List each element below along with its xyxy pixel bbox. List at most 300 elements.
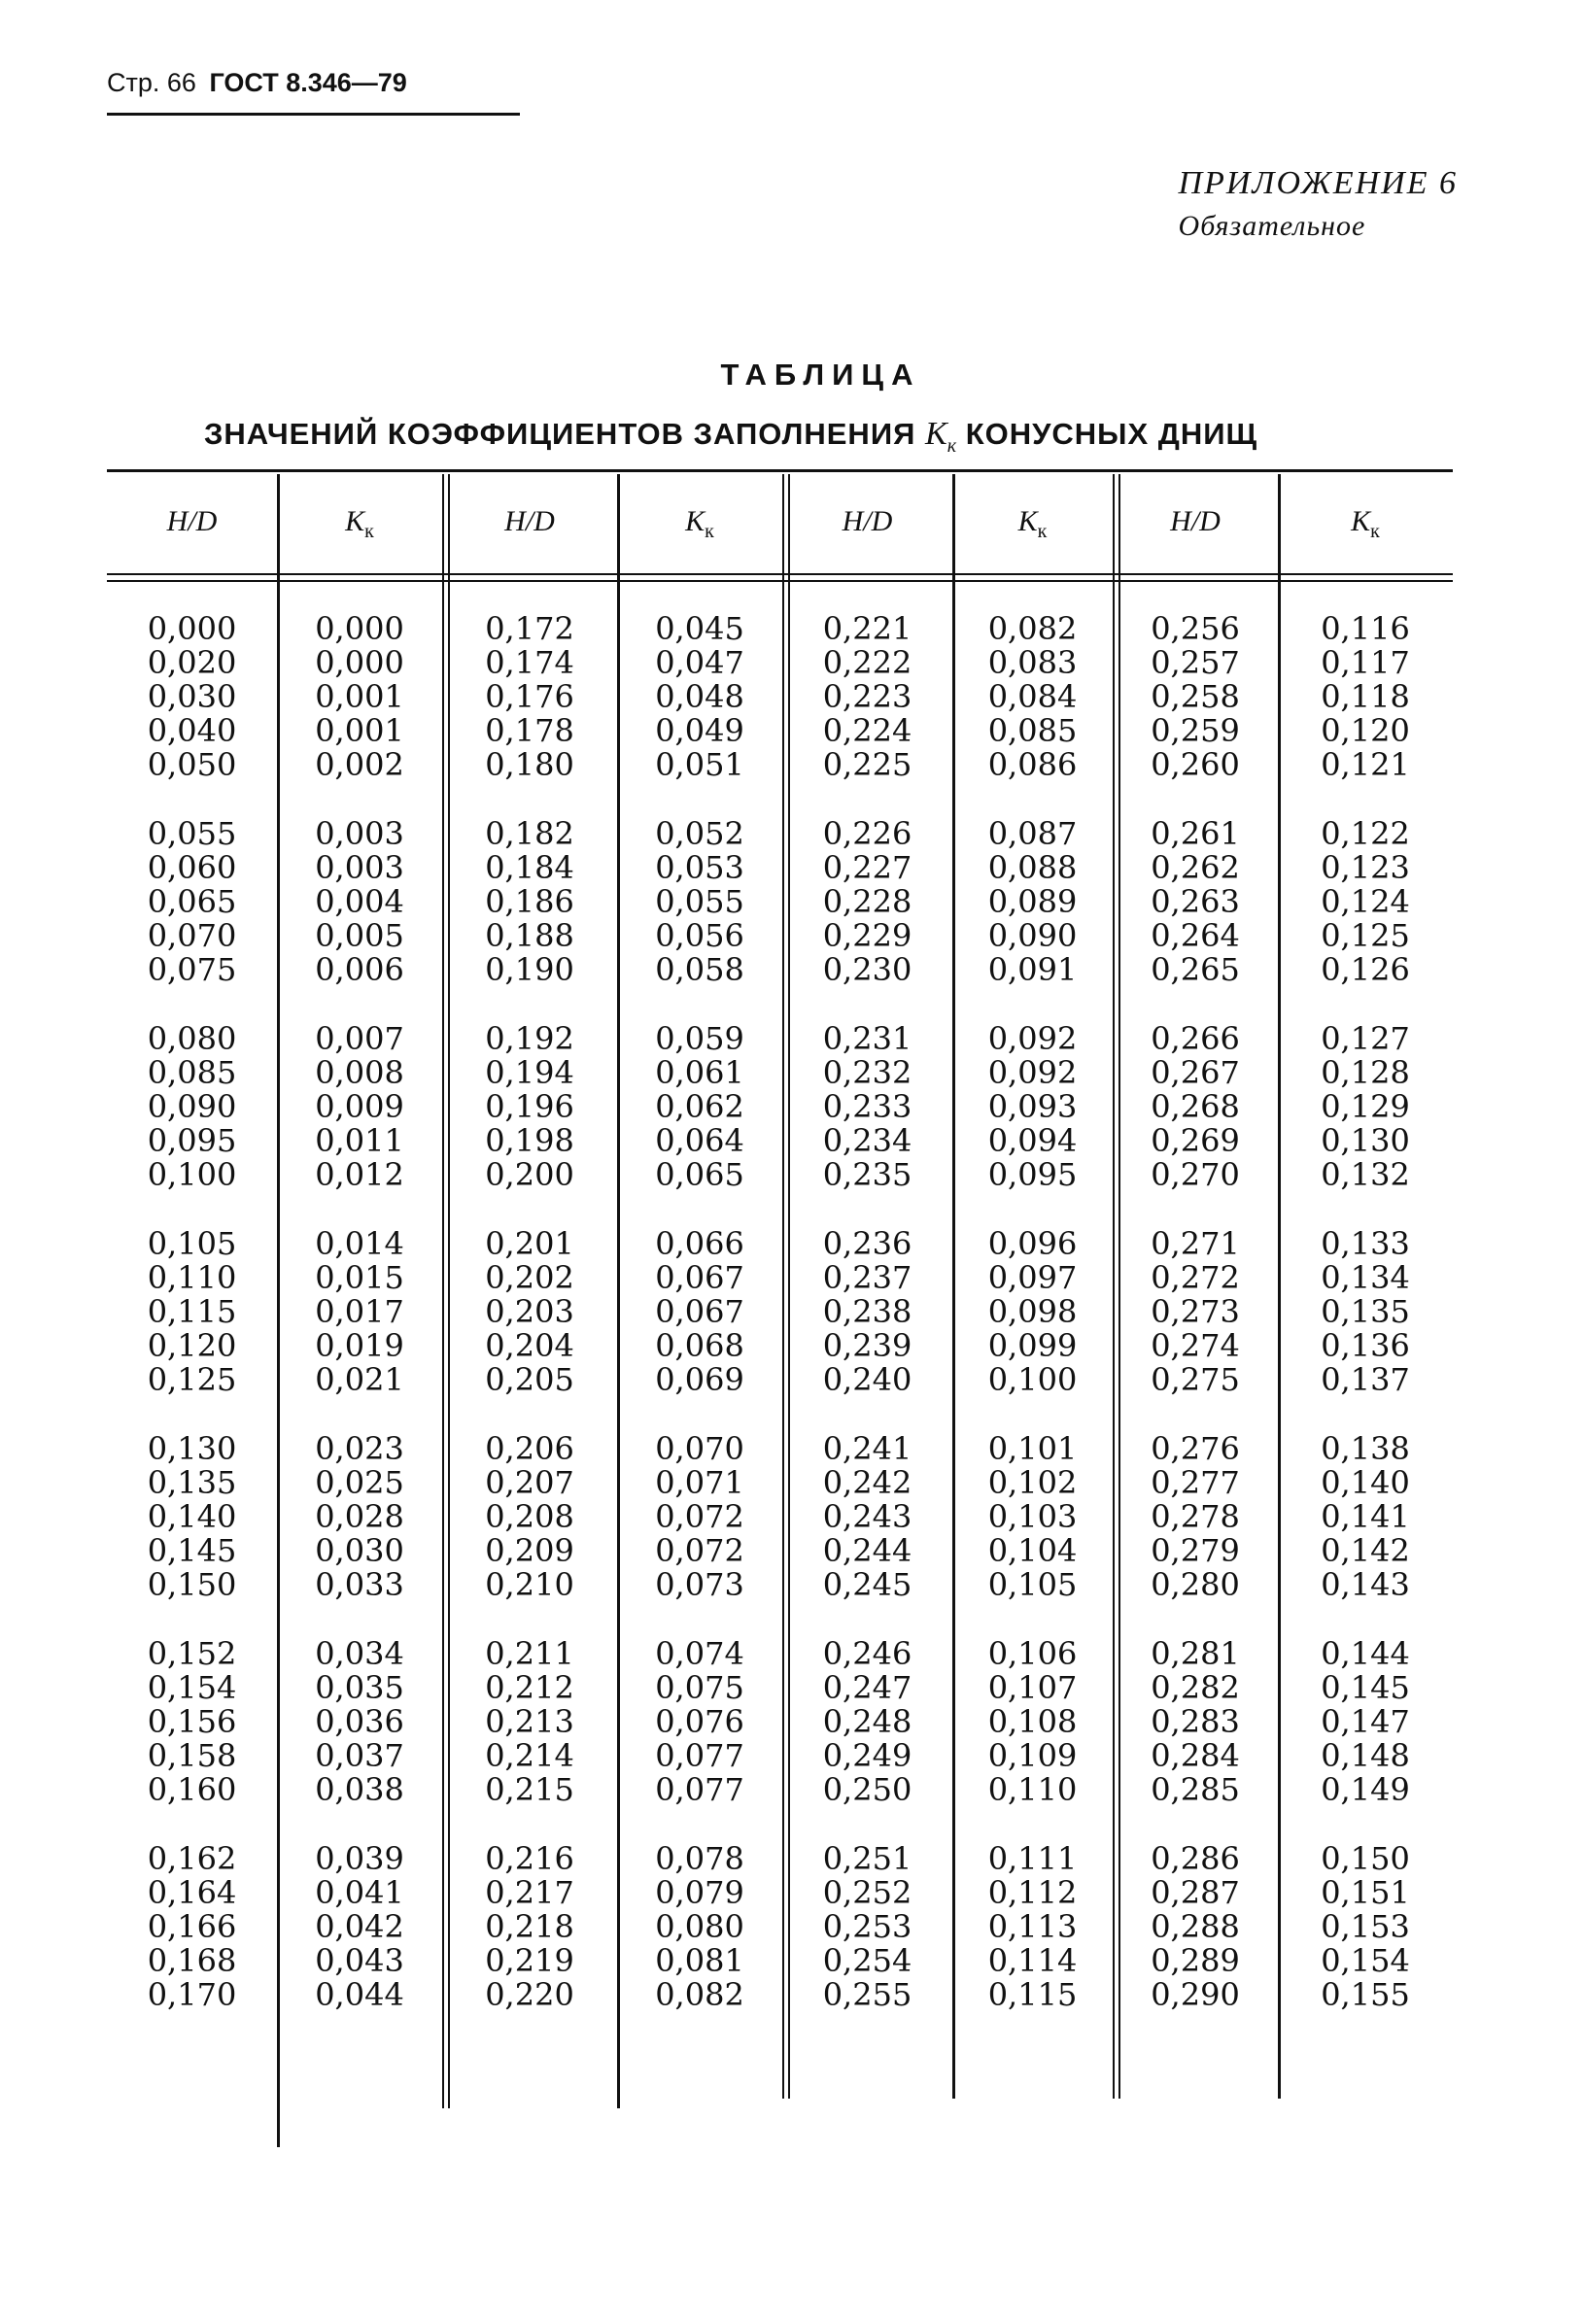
table-cell: 0,090 — [987, 917, 1078, 954]
table-cell: 0,145 — [147, 1532, 237, 1569]
row-group — [107, 1227, 277, 1397]
table-cell: 0,216 — [485, 1840, 574, 1877]
table-cell: 0,067 — [655, 1259, 744, 1296]
table-cell: 0,140 — [1321, 1464, 1410, 1501]
row-group — [107, 817, 277, 987]
table-cell: 0,092 — [987, 1054, 1078, 1091]
table-cell: 0,134 — [1321, 1259, 1410, 1296]
table-cell: 0,114 — [987, 1942, 1078, 1979]
column-header-sub: к — [1370, 521, 1380, 542]
table-cell: 0,136 — [1321, 1327, 1410, 1364]
table-cell: 0,201 — [485, 1225, 574, 1262]
row-group — [107, 1842, 277, 2012]
table-cell: 0,149 — [1321, 1771, 1410, 1808]
data-column — [782, 612, 952, 2047]
row-group — [1113, 1842, 1278, 2012]
table-cell: 0,261 — [1151, 815, 1240, 852]
table-cell: 0,112 — [987, 1874, 1078, 1911]
standard-number: ГОСТ 8.346—79 — [209, 68, 407, 97]
table-cell: 0,110 — [147, 1259, 237, 1296]
table-cell: 0,085 — [147, 1054, 237, 1091]
table-cell: 0,221 — [822, 610, 912, 647]
table-cell: 0,105 — [987, 1566, 1078, 1603]
table-cell: 0,211 — [485, 1635, 574, 1672]
table-cell: 0,282 — [1151, 1669, 1240, 1706]
table-cell: 0,127 — [1321, 1020, 1410, 1057]
table-cell: 0,152 — [147, 1635, 237, 1672]
table-cell: 0,030 — [147, 678, 237, 715]
table-cell: 0,192 — [485, 1020, 574, 1057]
data-column — [277, 612, 442, 2047]
table-top-rule — [107, 469, 1453, 472]
column-header — [1278, 505, 1453, 543]
column-header-main: H/D — [504, 505, 555, 537]
table-cell: 0,088 — [987, 849, 1078, 886]
row-group — [952, 1432, 1113, 1602]
table-cell: 0,113 — [987, 1908, 1078, 1945]
table-cell: 0,080 — [655, 1908, 744, 1945]
table-cell: 0,040 — [147, 712, 237, 749]
table-cell: 0,205 — [485, 1361, 574, 1398]
table-cell: 0,094 — [987, 1122, 1078, 1159]
table-cell: 0,069 — [655, 1361, 744, 1398]
column-header-main: H/D — [166, 505, 218, 537]
row-group — [1278, 1022, 1453, 1192]
table-cell: 0,075 — [147, 951, 237, 988]
table-cell: 0,097 — [987, 1259, 1078, 1296]
row-group — [617, 1842, 782, 2012]
data-column — [1113, 612, 1278, 2047]
table-cell: 0,050 — [147, 746, 237, 783]
data-column — [442, 612, 617, 2047]
table-cell: 0,043 — [315, 1942, 404, 1979]
table-cell: 0,021 — [315, 1361, 404, 1398]
table-cell: 0,108 — [987, 1703, 1078, 1740]
table-cell: 0,023 — [315, 1430, 404, 1467]
table-cell: 0,217 — [485, 1874, 574, 1911]
table-cell: 0,082 — [655, 1976, 744, 2013]
row-group — [952, 1842, 1113, 2012]
table-cell: 0,241 — [822, 1430, 912, 1467]
table-cell: 0,242 — [822, 1464, 912, 1501]
table-cell: 0,060 — [147, 849, 237, 886]
table-cell: 0,150 — [147, 1566, 237, 1603]
table-cell: 0,265 — [1151, 951, 1240, 988]
table-cell: 0,254 — [822, 1942, 912, 1979]
table-cell: 0,103 — [987, 1498, 1078, 1535]
table-cell: 0,137 — [1321, 1361, 1410, 1398]
table-cell: 0,015 — [315, 1259, 404, 1296]
row-group — [952, 612, 1113, 782]
row-group — [1113, 1637, 1278, 1807]
table-cell: 0,065 — [655, 1156, 744, 1193]
table-cell: 0,003 — [315, 849, 404, 886]
page-number: Стр. 66 — [107, 68, 196, 97]
table-cell: 0,231 — [822, 1020, 912, 1057]
table-cell: 0,190 — [485, 951, 574, 988]
column-header — [442, 505, 617, 538]
table-cell: 0,012 — [315, 1156, 404, 1193]
table-cell: 0,104 — [987, 1532, 1078, 1569]
table-cell: 0,121 — [1321, 746, 1410, 783]
table-cell: 0,107 — [987, 1669, 1078, 1706]
table-cell: 0,268 — [1151, 1088, 1240, 1125]
row-group — [107, 612, 277, 782]
table-cell: 0,052 — [655, 815, 744, 852]
table-cell: 0,086 — [987, 746, 1078, 783]
table-cell: 0,034 — [315, 1635, 404, 1672]
table-cell: 0,074 — [655, 1635, 744, 1672]
table-cell: 0,053 — [655, 849, 744, 886]
table-cell: 0,278 — [1151, 1498, 1240, 1535]
row-group — [277, 817, 442, 987]
table-cell: 0,124 — [1321, 883, 1410, 920]
appendix-status: Обязательное — [1178, 210, 1366, 242]
row-group — [1113, 1227, 1278, 1397]
table-cell: 0,077 — [655, 1737, 744, 1774]
table-cell: 0,072 — [655, 1532, 744, 1569]
row-group — [782, 612, 952, 782]
table-cell: 0,153 — [1321, 1908, 1410, 1945]
table-title: ТАБЛИЦА — [720, 358, 921, 392]
table-cell: 0,228 — [822, 883, 912, 920]
table-cell: 0,089 — [987, 883, 1078, 920]
table-cell: 0,102 — [987, 1464, 1078, 1501]
table-cell: 0,145 — [1321, 1669, 1410, 1706]
table-cell: 0,071 — [655, 1464, 744, 1501]
table-cell: 0,093 — [987, 1088, 1078, 1125]
table-cell: 0,135 — [147, 1464, 237, 1501]
table-cell: 0,202 — [485, 1259, 574, 1296]
table-cell: 0,002 — [315, 746, 404, 783]
table-cell: 0,156 — [147, 1703, 237, 1740]
table-cell: 0,064 — [655, 1122, 744, 1159]
table-cell: 0,106 — [987, 1635, 1078, 1672]
table-cell: 0,001 — [315, 712, 404, 749]
table-cell: 0,276 — [1151, 1430, 1240, 1467]
table-cell: 0,044 — [315, 1976, 404, 2013]
row-group — [782, 1842, 952, 2012]
row-group — [952, 1637, 1113, 1807]
table-cell: 0,028 — [315, 1498, 404, 1535]
table-cell: 0,007 — [315, 1020, 404, 1057]
table-cell: 0,239 — [822, 1327, 912, 1364]
subtitle-symbol-sub: к — [946, 434, 957, 457]
table-cell: 0,117 — [1321, 644, 1410, 681]
table-cell: 0,263 — [1151, 883, 1240, 920]
table-subtitle — [204, 416, 1257, 458]
table-cell: 0,143 — [1321, 1566, 1410, 1603]
table-cell: 0,122 — [1321, 815, 1410, 852]
table-cell: 0,274 — [1151, 1327, 1240, 1364]
table-cell: 0,264 — [1151, 917, 1240, 954]
table-cell: 0,289 — [1151, 1942, 1240, 1979]
row-group — [782, 1022, 952, 1192]
table-cell: 0,271 — [1151, 1225, 1240, 1262]
table-cell: 0,033 — [315, 1566, 404, 1603]
table-cell: 0,206 — [485, 1430, 574, 1467]
table-cell: 0,150 — [1321, 1840, 1410, 1877]
table-cell: 0,203 — [485, 1293, 574, 1330]
table-cell: 0,056 — [655, 917, 744, 954]
table-cell: 0,236 — [822, 1225, 912, 1262]
table-cell: 0,260 — [1151, 746, 1240, 783]
row-group — [1278, 612, 1453, 782]
row-group — [617, 1432, 782, 1602]
table-cell: 0,262 — [1151, 849, 1240, 886]
table-cell: 0,258 — [1151, 678, 1240, 715]
table-cell: 0,224 — [822, 712, 912, 749]
table-cell: 0,269 — [1151, 1122, 1240, 1159]
table-cell: 0,004 — [315, 883, 404, 920]
row-group — [782, 1637, 952, 1807]
table-cell: 0,111 — [987, 1840, 1078, 1877]
row-group — [1113, 612, 1278, 782]
table-cell: 0,237 — [822, 1259, 912, 1296]
table-cell: 0,049 — [655, 712, 744, 749]
table-cell: 0,280 — [1151, 1566, 1240, 1603]
table-cell: 0,008 — [315, 1054, 404, 1091]
row-group — [617, 1022, 782, 1192]
table-cell: 0,118 — [1321, 678, 1410, 715]
appendix-label — [1179, 165, 1458, 243]
subtitle-symbol-main: K — [925, 416, 947, 452]
table-cell: 0,227 — [822, 849, 912, 886]
table-cell: 0,172 — [485, 610, 574, 647]
table-cell: 0,212 — [485, 1669, 574, 1706]
table-cell: 0,162 — [147, 1840, 237, 1877]
table-cell: 0,068 — [655, 1327, 744, 1364]
table-cell: 0,091 — [987, 951, 1078, 988]
header-bottom-rule — [107, 573, 1453, 575]
table-cell: 0,200 — [485, 1156, 574, 1193]
row-group — [277, 1432, 442, 1602]
table-cell: 0,155 — [1321, 1976, 1410, 2013]
table-cell: 0,140 — [147, 1498, 237, 1535]
table-cell: 0,219 — [485, 1942, 574, 1979]
table-cell: 0,123 — [1321, 849, 1410, 886]
table-cell: 0,070 — [655, 1430, 744, 1467]
table-cell: 0,096 — [987, 1225, 1078, 1262]
row-group — [442, 612, 617, 782]
table-cell: 0,257 — [1151, 644, 1240, 681]
table-cell: 0,285 — [1151, 1771, 1240, 1808]
table-cell: 0,080 — [147, 1020, 237, 1057]
table-cell: 0,184 — [485, 849, 574, 886]
table-cell: 0,129 — [1321, 1088, 1410, 1125]
table-cell: 0,062 — [655, 1088, 744, 1125]
table-cell: 0,078 — [655, 1840, 744, 1877]
column-header-main: K — [685, 505, 705, 537]
table-cell: 0,083 — [987, 644, 1078, 681]
table-cell: 0,048 — [655, 678, 744, 715]
row-group — [782, 817, 952, 987]
row-group — [1278, 1227, 1453, 1397]
table-cell: 0,092 — [987, 1020, 1078, 1057]
table-cell: 0,252 — [822, 1874, 912, 1911]
table-cell: 0,135 — [1321, 1293, 1410, 1330]
table-cell: 0,144 — [1321, 1635, 1410, 1672]
row-group — [1278, 1432, 1453, 1602]
table-cell: 0,058 — [655, 951, 744, 988]
table-cell: 0,095 — [147, 1122, 237, 1159]
row-group — [277, 1227, 442, 1397]
table-cell: 0,225 — [822, 746, 912, 783]
table-cell: 0,246 — [822, 1635, 912, 1672]
table-cell: 0,220 — [485, 1976, 574, 2013]
column-header — [617, 505, 782, 543]
table-cell: 0,247 — [822, 1669, 912, 1706]
table-cell: 0,025 — [315, 1464, 404, 1501]
table-cell: 0,273 — [1151, 1293, 1240, 1330]
table-cell: 0,233 — [822, 1088, 912, 1125]
table-cell: 0,011 — [315, 1122, 404, 1159]
column-header-sub: к — [364, 521, 374, 542]
table-cell: 0,047 — [655, 644, 744, 681]
table-cell: 0,120 — [147, 1327, 237, 1364]
table-cell: 0,229 — [822, 917, 912, 954]
table-cell: 0,288 — [1151, 1908, 1240, 1945]
table-cell: 0,281 — [1151, 1635, 1240, 1672]
header-rule — [107, 113, 520, 116]
row-group — [442, 1022, 617, 1192]
subtitle-before: ЗНАЧЕНИЙ КОЭФФИЦИЕНТОВ ЗАПОЛНЕНИЯ — [204, 417, 916, 451]
header-bottom-rule-2 — [107, 580, 1453, 582]
row-group — [107, 1432, 277, 1602]
table-cell: 0,244 — [822, 1532, 912, 1569]
table-cell: 0,186 — [485, 883, 574, 920]
row-group — [952, 1227, 1113, 1397]
table-cell: 0,095 — [987, 1156, 1078, 1193]
table-cell: 0,003 — [315, 815, 404, 852]
table-cell: 0,051 — [655, 746, 744, 783]
table-cell: 0,270 — [1151, 1156, 1240, 1193]
table-cell: 0,272 — [1151, 1259, 1240, 1296]
row-group — [1278, 1842, 1453, 2012]
table-cell: 0,036 — [315, 1703, 404, 1740]
table-cell: 0,286 — [1151, 1840, 1240, 1877]
table-cell: 0,267 — [1151, 1054, 1240, 1091]
table-cell: 0,098 — [987, 1293, 1078, 1330]
table-cell: 0,065 — [147, 883, 237, 920]
page-header — [107, 68, 407, 98]
table-cell: 0,166 — [147, 1908, 237, 1945]
row-group — [277, 1022, 442, 1192]
table-cell: 0,125 — [147, 1361, 237, 1398]
table-cell: 0,154 — [1321, 1942, 1410, 1979]
row-group — [442, 1432, 617, 1602]
row-group — [107, 1637, 277, 1807]
table-cell: 0,170 — [147, 1976, 237, 2013]
table-cell: 0,238 — [822, 1293, 912, 1330]
row-group — [277, 612, 442, 782]
row-group — [1113, 817, 1278, 987]
table-cell: 0,174 — [485, 644, 574, 681]
table-cell: 0,099 — [987, 1327, 1078, 1364]
table-cell: 0,100 — [987, 1361, 1078, 1398]
table-cell: 0,059 — [655, 1020, 744, 1057]
table-cell: 0,101 — [987, 1430, 1078, 1467]
column-header — [277, 505, 442, 543]
table-cell: 0,126 — [1321, 951, 1410, 988]
row-group — [617, 1227, 782, 1397]
table-cell: 0,283 — [1151, 1703, 1240, 1740]
table-cell: 0,213 — [485, 1703, 574, 1740]
column-header-main: K — [1017, 505, 1038, 537]
table-cell: 0,120 — [1321, 712, 1410, 749]
row-group — [782, 1432, 952, 1602]
table-cell: 0,279 — [1151, 1532, 1240, 1569]
table-cell: 0,158 — [147, 1737, 237, 1774]
row-group — [617, 612, 782, 782]
table-cell: 0,087 — [987, 815, 1078, 852]
table-cell: 0,035 — [315, 1669, 404, 1706]
table-cell: 0,006 — [315, 951, 404, 988]
row-group — [617, 1637, 782, 1807]
table-cell: 0,045 — [655, 610, 744, 647]
column-header-main: K — [1351, 505, 1371, 537]
table-cell: 0,000 — [147, 610, 237, 647]
table-cell: 0,037 — [315, 1737, 404, 1774]
data-column — [952, 612, 1113, 2047]
table-cell: 0,115 — [147, 1293, 237, 1330]
table-cell: 0,204 — [485, 1327, 574, 1364]
table-cell: 0,066 — [655, 1225, 744, 1262]
column-header-sub: к — [705, 521, 714, 542]
table-cell: 0,255 — [822, 1976, 912, 2013]
table-cell: 0,138 — [1321, 1430, 1410, 1467]
row-group — [1113, 1022, 1278, 1192]
table-cell: 0,000 — [315, 610, 404, 647]
table-cell: 0,100 — [147, 1156, 237, 1193]
table-cell: 0,148 — [1321, 1737, 1410, 1774]
table-cell: 0,223 — [822, 678, 912, 715]
data-column — [107, 612, 277, 2047]
column-header-main: H/D — [1170, 505, 1221, 537]
table-cell: 0,256 — [1151, 610, 1240, 647]
table-cell: 0,001 — [315, 678, 404, 715]
table-cell: 0,222 — [822, 644, 912, 681]
table-cell: 0,128 — [1321, 1054, 1410, 1091]
table-cell: 0,234 — [822, 1122, 912, 1159]
table-cell: 0,180 — [485, 746, 574, 783]
row-group — [442, 1227, 617, 1397]
table-cell: 0,041 — [315, 1874, 404, 1911]
table-cell: 0,085 — [987, 712, 1078, 749]
column-header-main: K — [345, 505, 365, 537]
table-cell: 0,105 — [147, 1225, 237, 1262]
data-column — [1278, 612, 1453, 2047]
table-cell: 0,208 — [485, 1498, 574, 1535]
column-header-sub: к — [1037, 521, 1048, 542]
table-cell: 0,019 — [315, 1327, 404, 1364]
table-cell: 0,275 — [1151, 1361, 1240, 1398]
table-cell: 0,077 — [655, 1771, 744, 1808]
row-group — [442, 1637, 617, 1807]
table-cell: 0,176 — [485, 678, 574, 715]
table-cell: 0,014 — [315, 1225, 404, 1262]
table-cell: 0,215 — [485, 1771, 574, 1808]
row-group — [277, 1842, 442, 2012]
table-cell: 0,067 — [655, 1293, 744, 1330]
table-cell: 0,259 — [1151, 712, 1240, 749]
table-cell: 0,243 — [822, 1498, 912, 1535]
column-header — [1113, 505, 1278, 538]
table-cell: 0,030 — [315, 1532, 404, 1569]
table-cell: 0,226 — [822, 815, 912, 852]
table-cell: 0,266 — [1151, 1020, 1240, 1057]
column-header — [107, 505, 277, 538]
